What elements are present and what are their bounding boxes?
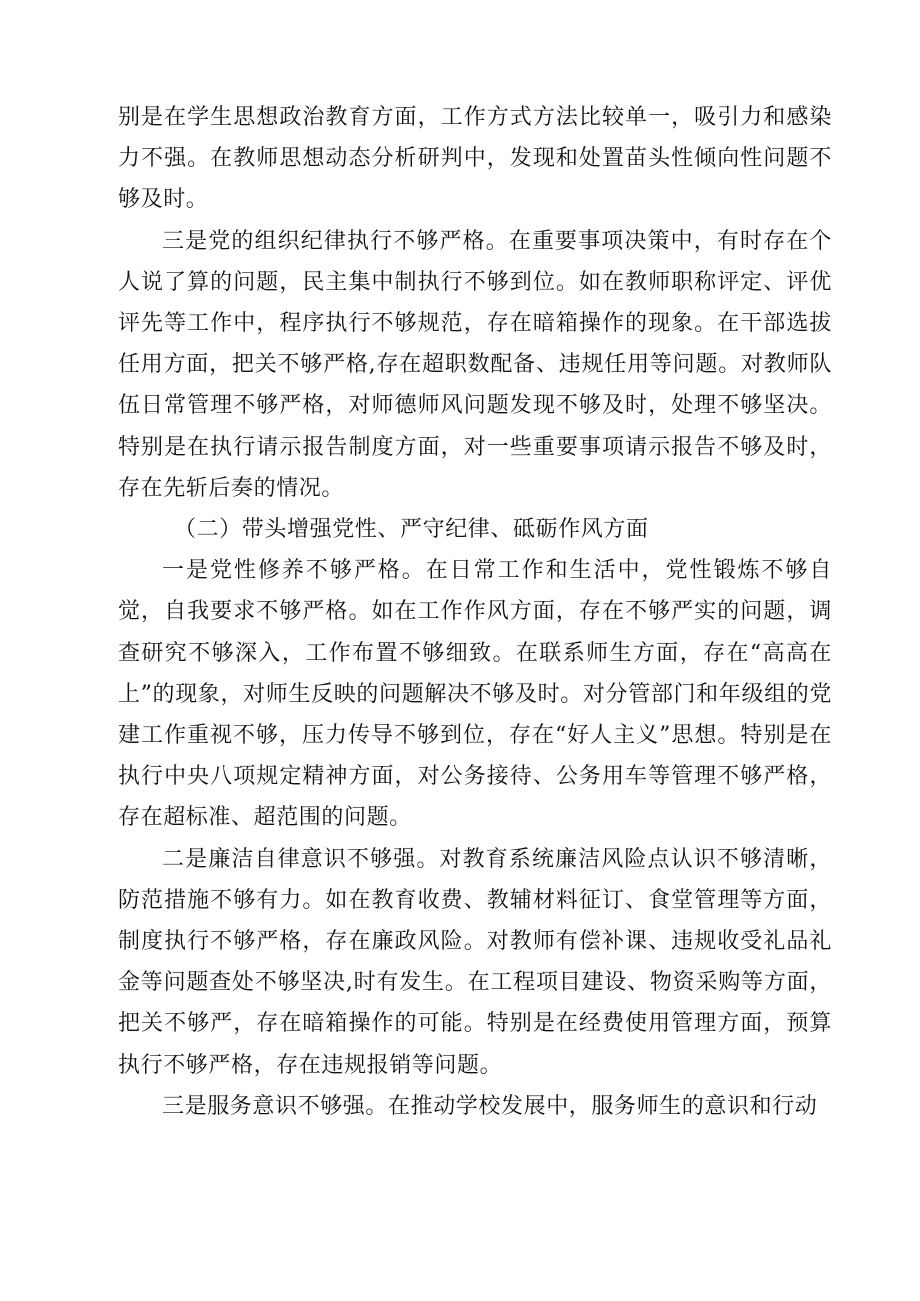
paragraph-service-awareness: 三是服务意识不够强。在推动学校发展中，服务师生的意识和行动	[162, 1093, 818, 1119]
paragraph-organizational-discipline: 三是党的组织纪律执行不够严格。在重要事项决策中，有时存在个人说了算的问题，民主集中制执行不够到位。如在教师职称评定、评优评先等工作中，程序执行不够规范，存在暗箱操作的现象。在干部选拔任用方面，把关不够严格,存在超职数配备、违规任用等问题。对教师队伍日常管理不够严格，对师德师风问题发现不够及时，处理不够坚决。特别是在执行请示报告制度方面，对一些重要事项请示报告不够及时，存在先斩后奏的情况。	[118, 228, 832, 501]
paragraph-party-cultivation: 一是党性修养不够严格。在日常工作和生活中，党性锻炼不够自觉，自我要求不够严格。如在工作作风方面，存在不够严实的问题，调查研究不够深入，工作布置不够细致。在联系师生方面，存在“高高在上”的现象，对师生反映的问题解决不够及时。对分管部门和年级组的党建工作重视不够，压力传导不够到位，存在“好人主义”思想。特别是在执行中央八项规定精神方面，对公务接待、公务用车等管理不够严格，存在超标准、超范围的问题。	[118, 558, 832, 831]
paragraph-continuation: 别是在学生思想政治教育方面，工作方式方法比较单一，吸引力和感染力不强。在教师思想动态分析研判中，发现和处置苗头性倾向性问题不够及时。	[118, 105, 832, 213]
section-heading: （二）带头增强党性、严守纪律、砥砺作风方面	[174, 517, 649, 543]
document-body	[118, 97, 832, 1127]
paragraph-integrity-self-discipline: 二是廉洁自律意识不够强。对教育系统廉洁风险点认识不够清晰，防范措施不够有力。如在教育收费、教辅材料征订、食堂管理等方面，制度执行不够严格，存在廉政风险。对教师有偿补课、违规收受礼品礼金等问题查处不够坚决,时有发生。在工程项目建设、物资采购等方面，把关不够严，存在暗箱操作的可能。特别是在经费使用管理方面，预算执行不够严格，存在违规报销等问题。	[118, 846, 832, 1078]
